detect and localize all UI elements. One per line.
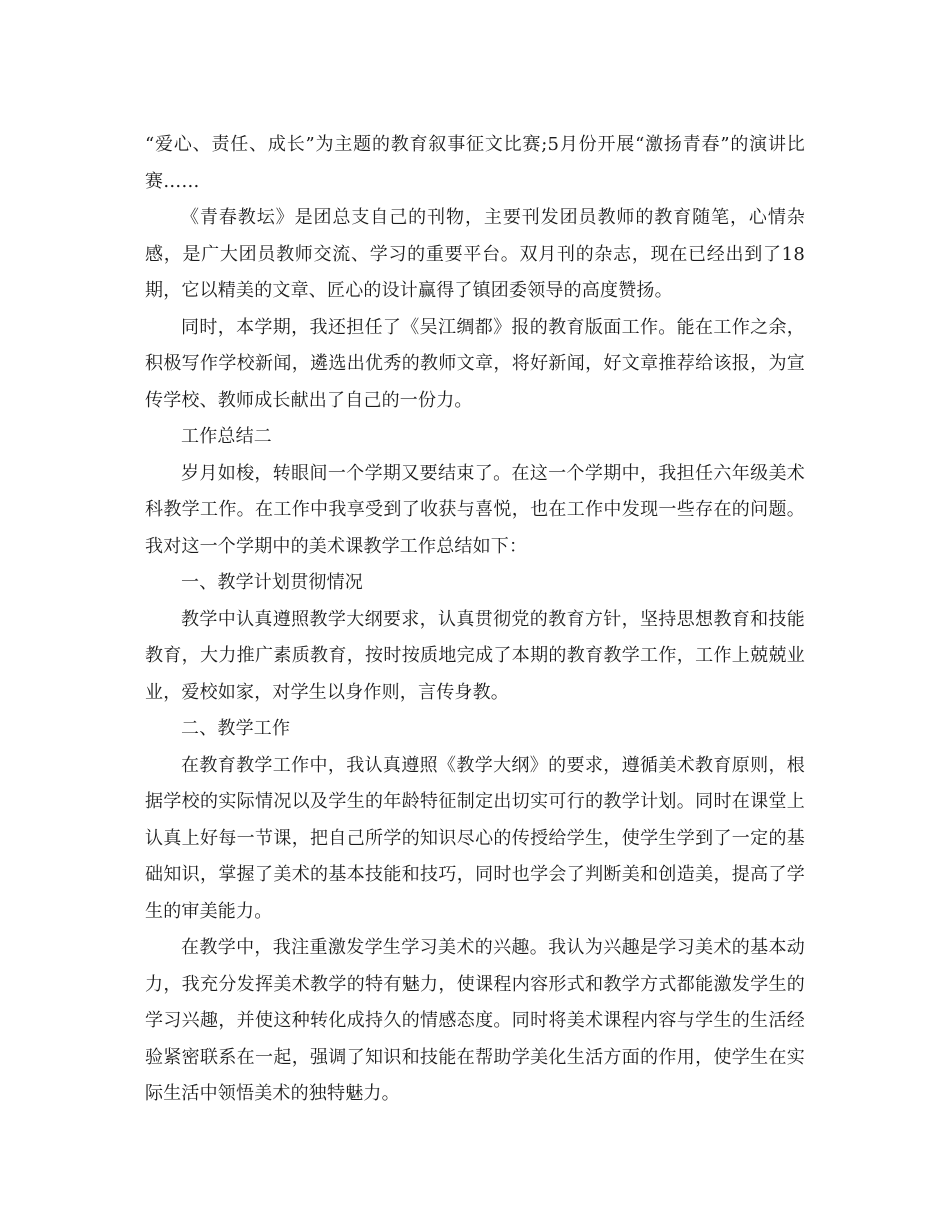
section-heading: 二、教学工作 [181,718,291,739]
paragraph: 《青春教坛》是团总支自己的刊物，主要刊发团员教师的教育随笔，心情杂感，是广大团员教师交流、学习的重要平台。双月刊的杂志，现在已经出到了18期，它以精美的文章、匠心的设计赢得了镇团委领导的高度赞扬。 [145,207,805,301]
paragraph: 在教学中，我注重激发学生学习美术的兴趣。我认为兴趣是学习美术的基本动力，我充分发挥美术教学的特有魅力，使课程内容形式和教学方式都能激发学生的学习兴趣，并使这种转化成持久的情感态度。同时将美术课程内容与学生的生活经验紧密联系在一起，强调了知识和技能在帮助学美化生活方面的作用，使学生在实际生活中领悟美术的独特魅力。 [145,937,805,1104]
section-heading: 工作总结二 [181,426,272,447]
section-heading: 一、教学计划贯彻情况 [181,572,363,593]
paragraph: 教学中认真遵照教学大纲要求，认真贯彻党的教育方针，坚持思想教育和技能教育，大力推广素质教育，按时按质地完成了本期的教育教学工作，工作上兢兢业业，爱校如家，对学生以身作则，言传身教。 [145,608,805,703]
paragraph: 岁月如梭，转眼间一个学期又要结束了。在这一个学期中，我担任六年级美术科教学工作。在工作中我享受到了收获与喜悦，也在工作中发现一些存在的问题。我对这一个学期中的美术课教学工作总结如下： [145,462,805,557]
paragraph: 在教育教学工作中，我认真遵照《教学大纲》的要求，遵循美术教育原则，根据学校的实际情况以及学生的年龄特征制定出切实可行的教学计划。同时在课堂上认真上好每一节课，把自己所学的知识尽心的传授给学生，使学生学到了一定的基础知识，掌握了美术的基本技能和技巧，同时也学会了判断美和创造美，提高了学生的审美能力。 [145,754,805,922]
paragraph: “爱心、责任、成长”为主题的教育叙事征文比赛;5月份开展“激扬青春”的演讲比赛…… [145,134,805,192]
document-body [145,127,805,1113]
paragraph: 同时，本学期，我还担任了《吴江绸都》报的教育版面工作。能在工作之余，积极写作学校新闻，遴选出优秀的教师文章，将好新闻，好文章推荐给该报，为宣传学校、教师成长献出了自己的一份力。 [145,316,805,411]
